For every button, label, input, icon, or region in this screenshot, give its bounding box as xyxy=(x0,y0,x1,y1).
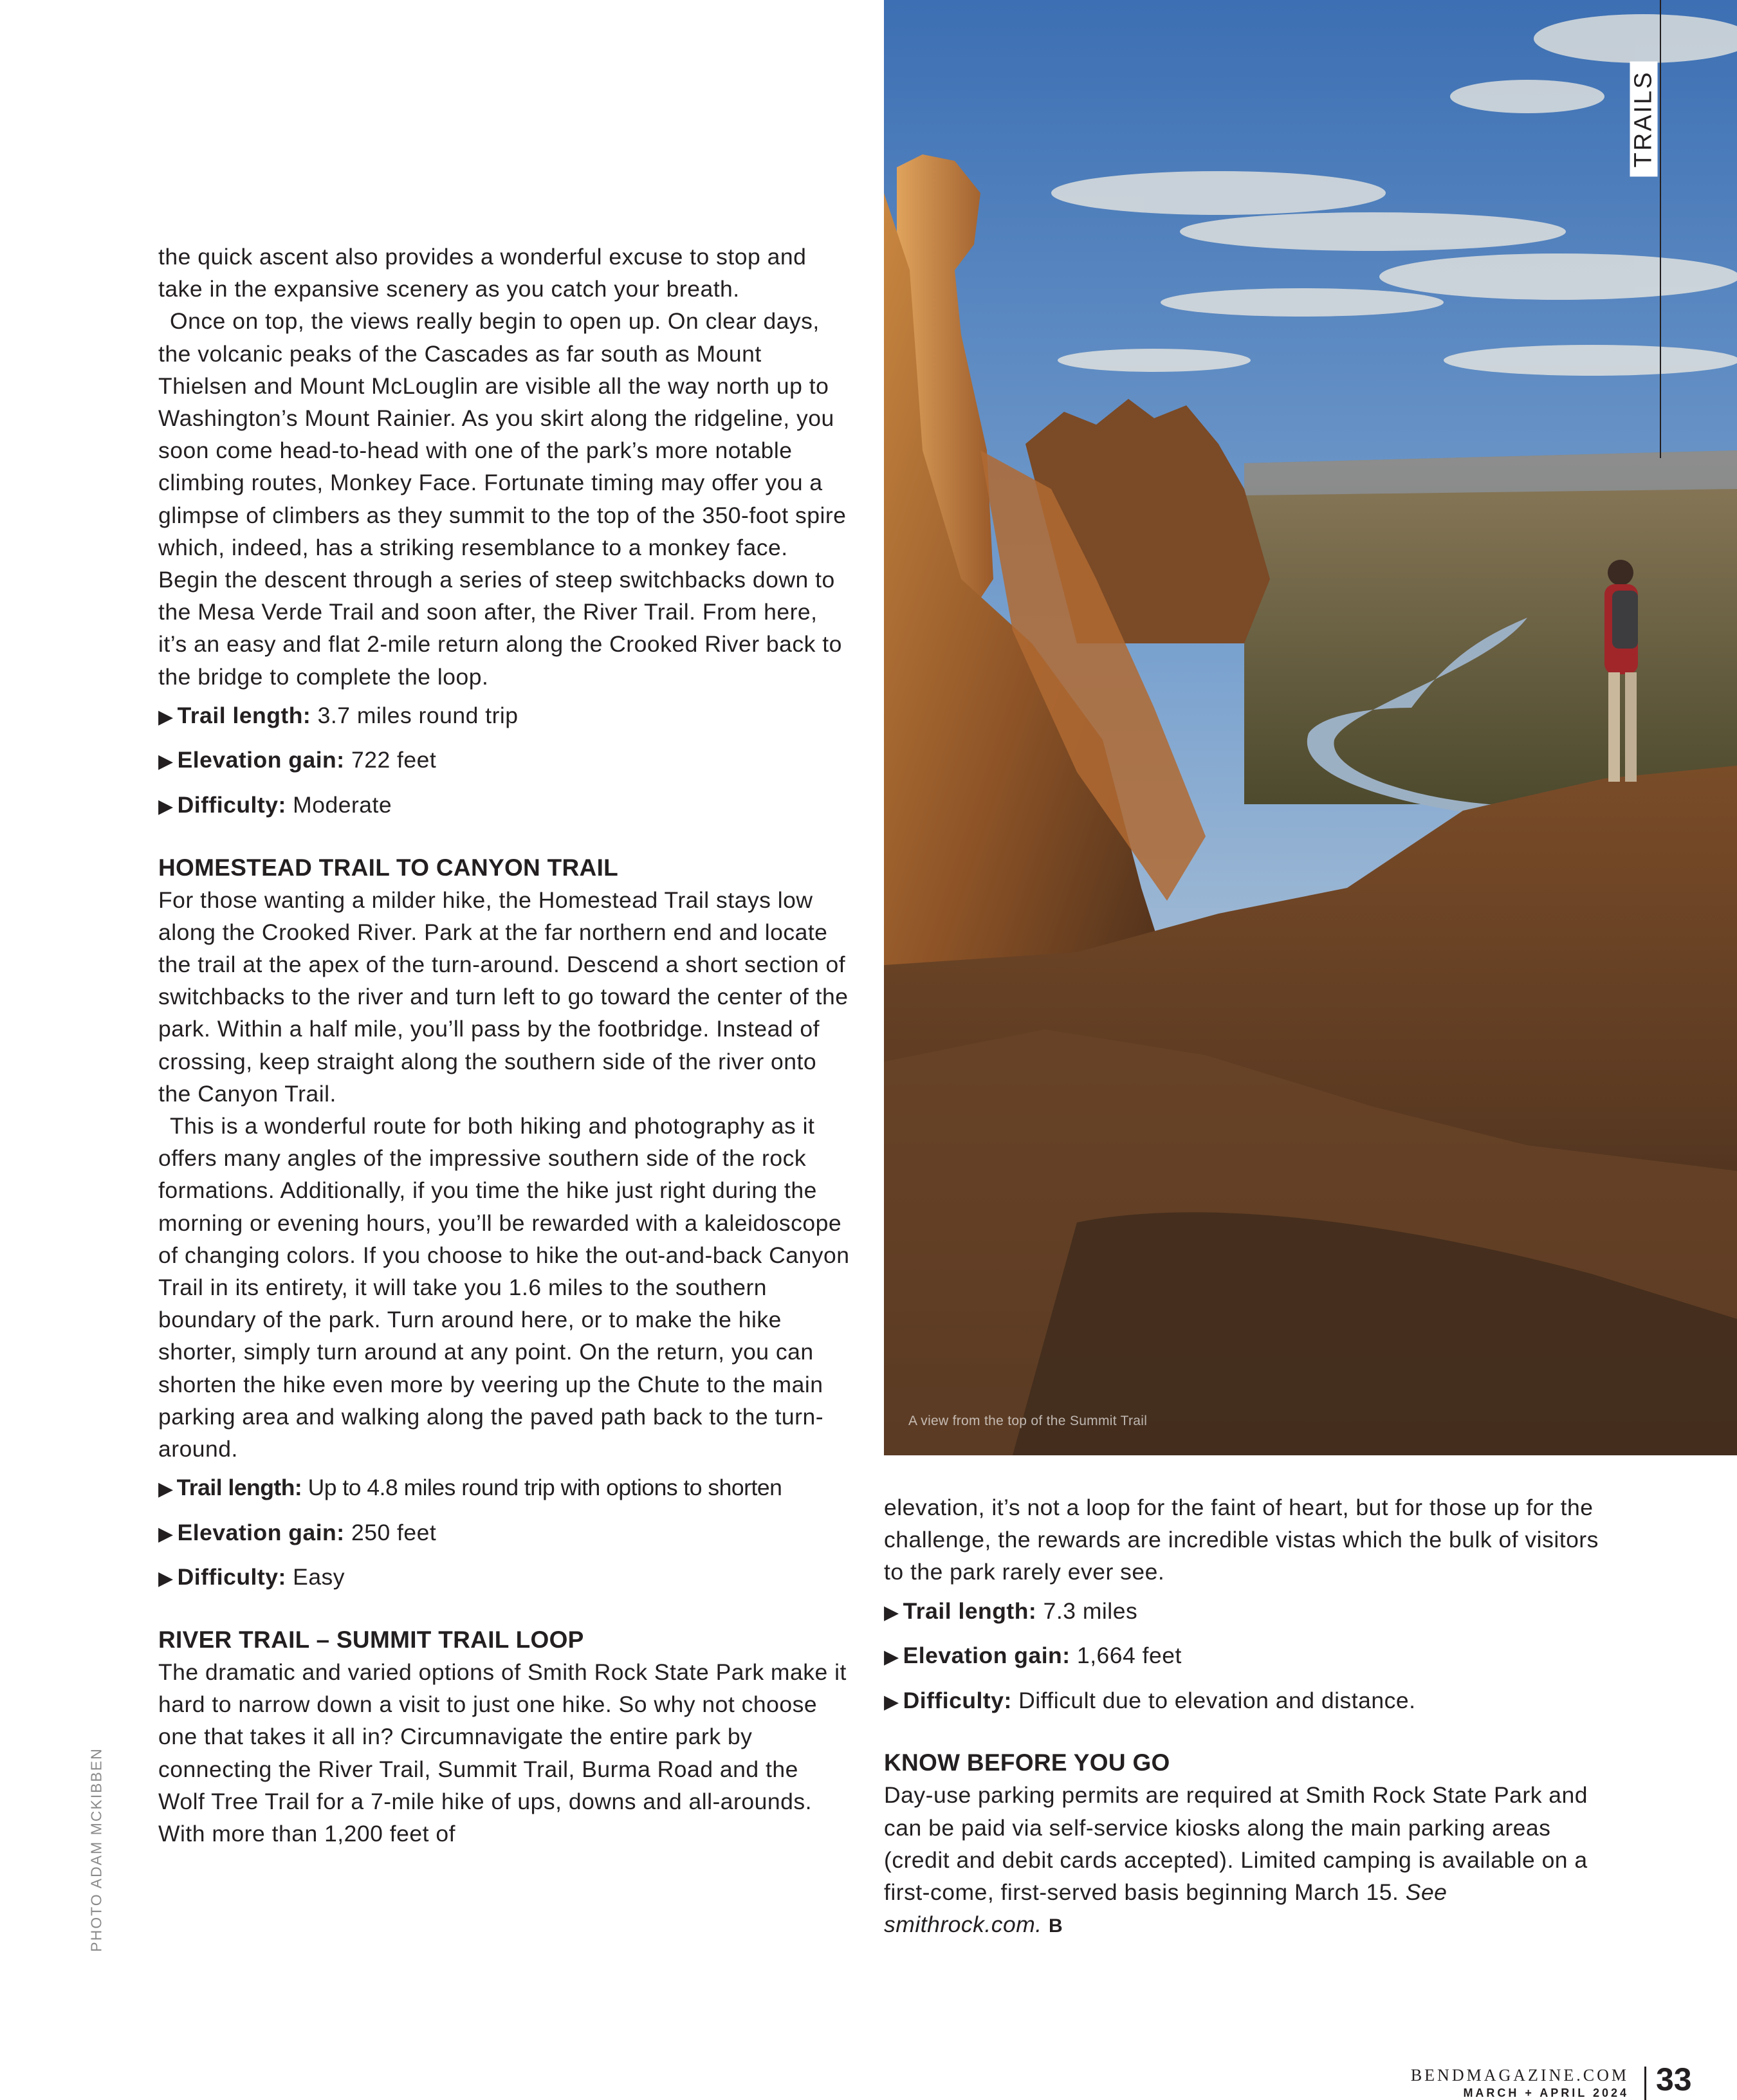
fact-item: ▶ Elevation gain: 722 feet xyxy=(158,747,437,773)
section-rule xyxy=(1660,0,1661,458)
triangle-bullet-icon: ▶ xyxy=(158,1523,174,1545)
river-summit-paragraph: The dramatic and varied options of Smith Rock State Park make it hard to narrow down a visit to just one hike. So why not choose one that takes it all in? Circumnavigate the entire park by connecting the River Trail, Summit Trail, Burma Road and the Wolf Tree Trail for a 7-mile hike of ups, downs and all-arounds. With more than 1,200 feet of xyxy=(158,1659,847,1847)
intro-paragraph-2: Once on top, the views really begin to open up. On clear days, the volcanic peaks of the Cascades as far south as Mount Thielsen and Mount McLouglin are visible all the way north up to Washington’s Mount Rainier. As you skirt along the ridgeline, you soon come head-to-head with one of the park’s more notable climbing routes, Monkey Face. Fortunate timing may offer you a glimpse of climbers as they summit to the top of the 350-foot spire which, indeed, has a striking resemblance to a monkey face. Begin the descent through a series of steep switchbacks down to the Mesa Verde Trail and soon after, the River Trail. From here, it’s an easy and flat 2-mile return along the Crooked River back to the bridge to complete the loop. xyxy=(158,308,847,690)
fact-item: ▶ Difficulty: Moderate xyxy=(158,792,392,818)
triangle-bullet-icon: ▶ xyxy=(884,1691,899,1713)
footer-issue: MARCH + APRIL 2024 xyxy=(1463,2086,1629,2099)
river-summit-heading: RIVER TRAIL – SUMMIT TRAIL LOOP xyxy=(158,1626,584,1653)
right-column xyxy=(884,1491,1611,1942)
fact-item: ▶ Difficulty: Easy xyxy=(158,1564,345,1590)
fact-list-summit xyxy=(158,699,850,823)
homestead-heading: HOMESTEAD TRAIL TO CANYON TRAIL xyxy=(158,854,619,881)
fact-item: ▶ Difficulty: Difficult due to elevation and distance. xyxy=(884,1687,1416,1713)
end-mark-logo: B xyxy=(1049,1915,1063,1937)
footer-site: BENDMAGAZINE.COM xyxy=(1410,2066,1629,2085)
page-number: 33 xyxy=(1656,2061,1692,2097)
homestead-paragraph-1: For those wanting a milder hike, the Homestead Trail stays low along the Crooked River. Park at the far northern end and locate the trail at the apex of the turn-around. Descend a short section of switchbacks to the river and turn left to go toward the center of the park. Within a half mile, you’ll pass by the footbridge. Instead of crossing, keep straight along the southern side of the river onto the Canyon Trail. xyxy=(158,887,849,1107)
fact-item: ▶ Trail length: 7.3 miles xyxy=(884,1598,1138,1624)
fact-list-homestead xyxy=(158,1471,850,1595)
intro-paragraph-1: the quick ascent also provides a wonderful excuse to stop and take in the expansive scenery as you catch your breath. xyxy=(158,244,807,302)
summit-trail-photo xyxy=(884,0,1737,1455)
know-before-paragraph: Day-use parking permits are required at Smith Rock State Park and can be paid via self-service kiosks along the main parking areas (credit and debit cards accepted). Limited camping is available on a first-come, first-served basis beginning March 15. See smithrock.com. B xyxy=(884,1782,1588,1938)
triangle-bullet-icon: ▶ xyxy=(158,706,174,728)
triangle-bullet-icon: ▶ xyxy=(158,751,174,773)
photo-caption: A view from the top of the Summit Trail xyxy=(908,1414,1148,1428)
triangle-bullet-icon: ▶ xyxy=(158,1478,173,1500)
triangle-bullet-icon: ▶ xyxy=(158,1568,174,1590)
fact-item: ▶ Trail length: Up to 4.8 miles round trip with options to shorten xyxy=(158,1475,782,1501)
triangle-bullet-icon: ▶ xyxy=(884,1601,899,1623)
know-before-heading: KNOW BEFORE YOU GO xyxy=(884,1749,1170,1776)
section-label: TRAILS xyxy=(1630,61,1658,176)
photo-credit: PHOTO ADAM MCKIBBEN xyxy=(87,1747,105,1952)
triangle-bullet-icon: ▶ xyxy=(884,1646,899,1668)
homestead-paragraph-2: This is a wonderful route for both hiking and photography as it offers many angles of the impressive southern side of the rock formations. Additionally, if you time the hike just right during the morning or evening hours, you’ll be rewarded with a kaleidoscope of changing colors. If you choose to hike the out-and-back Canyon Trail in its entirety, it will take you 1.6 miles to the southern boundary of the park. Turn around here, or to make the hike shorter, simply turn around at any point. On the return, you can shorten the hike even more by veering up the Chute to the main parking area and walking along the paved path back to the turn-around. xyxy=(158,1113,850,1462)
triangle-bullet-icon: ▶ xyxy=(158,796,174,818)
fact-list-river-summit xyxy=(884,1595,1611,1718)
river-summit-paragraph-continued: elevation, it’s not a loop for the faint of heart, but for those up for the challenge, the rewards are incredible vistas which the bulk of visitors to the park rarely ever see. xyxy=(884,1495,1599,1585)
fact-item: ▶ Elevation gain: 1,664 feet xyxy=(884,1643,1182,1669)
left-column xyxy=(158,241,850,1850)
fact-item: ▶ Elevation gain: 250 feet xyxy=(158,1519,437,1545)
fact-item: ▶ Trail length: 3.7 miles round trip xyxy=(158,702,519,728)
smithrock-link[interactable]: See smithrock.com. xyxy=(884,1879,1448,1938)
footer-divider xyxy=(1644,2067,1646,2100)
